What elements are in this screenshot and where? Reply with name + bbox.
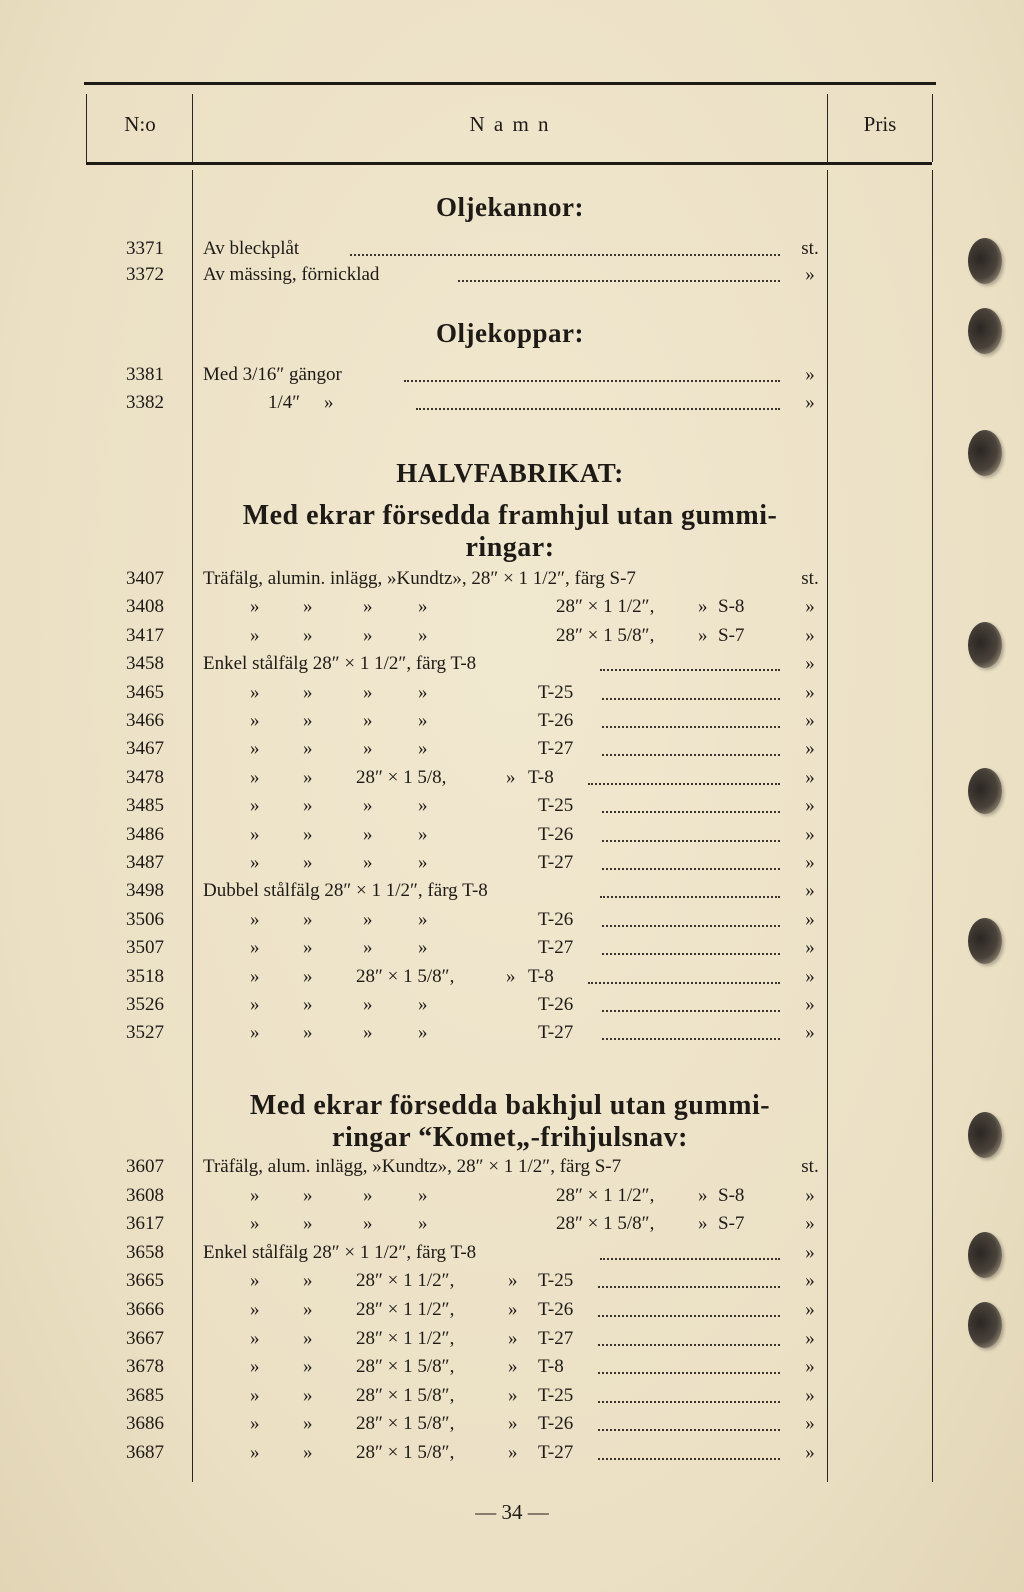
- ditto-mark: »: [508, 1384, 518, 1406]
- table-row: [0, 362, 1024, 388]
- item-number: 3486: [126, 823, 164, 845]
- table-header-rule: [86, 162, 932, 165]
- item-size: 28″ × 1 5/8″,: [356, 965, 455, 987]
- ditto-mark: »: [303, 1384, 313, 1406]
- binder-hole: [968, 308, 1002, 354]
- item-number: 3407: [126, 568, 164, 589]
- section-title-oljekoppar: Oljekoppar:: [435, 318, 584, 348]
- item-price: »: [805, 1384, 815, 1406]
- ditto-mark: »: [363, 624, 373, 646]
- table-row: [0, 793, 1024, 819]
- item-number: 3658: [126, 1241, 164, 1263]
- table-row: [0, 1297, 1024, 1323]
- table-row: [0, 262, 1024, 288]
- table-row: [0, 1211, 1024, 1237]
- leader-dots: [416, 408, 780, 410]
- item-size: 28″ × 1 1/2″,: [556, 1184, 655, 1206]
- table-row: [0, 1411, 1024, 1437]
- ditto-mark: »: [303, 937, 313, 959]
- item-price: »: [805, 1356, 815, 1378]
- table-row: [0, 964, 1024, 990]
- table-row: [0, 566, 1024, 592]
- leader-dots: [602, 754, 780, 756]
- item-number: 3617: [126, 1213, 164, 1235]
- item-number: 3371: [126, 238, 164, 259]
- table-row: [0, 878, 1024, 904]
- leader-dots: [598, 1429, 780, 1431]
- ditto-mark: »: [698, 1184, 708, 1206]
- section-title-framhjul-line1: Med ekrar försedda framhjul utan gummi-: [242, 500, 778, 531]
- ditto-mark: »: [250, 1022, 260, 1044]
- item-description: Av mässing, förnicklad: [203, 264, 380, 285]
- item-size: 28″ × 1 5/8,: [356, 766, 447, 788]
- item-code: T-26: [538, 710, 574, 731]
- item-code: T-25: [538, 1270, 574, 1292]
- leader-dots: [602, 1038, 780, 1040]
- item-code: T-27: [538, 1327, 574, 1349]
- ditto-mark: »: [250, 908, 260, 930]
- leader-dots: [598, 1372, 780, 1374]
- item-size: 28″ × 1 1/2″,: [356, 1299, 455, 1320]
- table-row: [0, 907, 1024, 933]
- table-row: [0, 651, 1024, 677]
- ditto-mark: »: [303, 1413, 313, 1435]
- ditto-mark: »: [698, 596, 708, 618]
- ditto-mark: »: [250, 681, 260, 703]
- item-code: T-26: [538, 994, 574, 1015]
- item-code: T-27: [538, 738, 574, 760]
- ditto-mark: »: [250, 596, 260, 618]
- section-title-framhjul-line2: ringar:: [465, 532, 555, 563]
- ditto-mark: »: [303, 1327, 313, 1349]
- table-row: [0, 1154, 1024, 1180]
- table-row: [0, 850, 1024, 876]
- item-price: st.: [801, 1156, 819, 1177]
- leader-dots: [600, 669, 780, 671]
- ditto-mark: »: [363, 710, 373, 731]
- section-title-halvfabrikat: HALVFABRIKAT:: [396, 458, 624, 488]
- ditto-mark: »: [303, 795, 313, 817]
- item-number: 3417: [126, 624, 164, 646]
- ditto-mark: »: [363, 908, 373, 930]
- item-price: »: [805, 596, 815, 618]
- item-code: S-7: [718, 1213, 745, 1235]
- leader-dots: [350, 254, 780, 256]
- item-code: T-25: [538, 681, 574, 703]
- leader-dots: [598, 1458, 780, 1460]
- ditto-mark: »: [508, 1442, 518, 1463]
- item-number: 3465: [126, 681, 164, 703]
- item-price: st.: [801, 238, 819, 259]
- item-price: »: [805, 823, 815, 845]
- ditto-mark: »: [303, 1356, 313, 1378]
- ditto-mark: »: [250, 1442, 260, 1463]
- item-description: Enkel stålfälg 28″ × 1 1/2″, färg T-8: [203, 653, 477, 675]
- item-price: »: [805, 880, 815, 902]
- ditto-mark: »: [418, 908, 428, 930]
- item-price: »: [805, 653, 815, 675]
- ditto-mark: »: [418, 1213, 428, 1235]
- item-code: S-8: [718, 596, 745, 618]
- item-number: 3678: [126, 1356, 164, 1378]
- item-price: »: [805, 1413, 815, 1435]
- item-number: 3667: [126, 1327, 164, 1349]
- item-number: 3372: [126, 264, 164, 285]
- item-price: »: [805, 1184, 815, 1206]
- ditto-mark: »: [303, 1270, 313, 1292]
- item-price: st.: [801, 568, 819, 589]
- item-number: 3686: [126, 1413, 164, 1435]
- ditto-mark: »: [250, 1327, 260, 1349]
- item-size: 28″ × 1 1/2″,: [356, 1270, 455, 1292]
- ditto-mark: »: [363, 1184, 373, 1206]
- column-header-name: N a m n: [469, 112, 551, 136]
- ditto-mark: »: [303, 681, 313, 703]
- ditto-mark: »: [303, 624, 313, 646]
- item-description: Med 3/16″ gängor: [203, 364, 342, 385]
- item-price: »: [805, 852, 815, 873]
- item-number: 3608: [126, 1184, 164, 1206]
- ditto-mark: »: [250, 823, 260, 845]
- ditto-mark: »: [303, 738, 313, 760]
- item-price: »: [805, 908, 815, 930]
- ditto-mark: »: [250, 1384, 260, 1406]
- item-size: 28″ × 1 5/8″,: [556, 1213, 655, 1235]
- page-number: — 34 —: [475, 1500, 549, 1524]
- item-price: »: [805, 1022, 815, 1044]
- item-code: T-27: [538, 852, 574, 873]
- table-row: [0, 822, 1024, 848]
- leader-dots: [598, 1401, 780, 1403]
- item-description: Dubbel stålfälg 28″ × 1 1/2″, färg T-8: [203, 880, 488, 902]
- item-description: Enkel stålfälg 28″ × 1 1/2″, färg T-8: [203, 1241, 477, 1263]
- ditto-mark: »: [418, 795, 428, 817]
- item-number: 3466: [126, 710, 164, 731]
- item-size: 28″ × 1 5/8″,: [356, 1442, 455, 1463]
- item-number: 3498: [126, 880, 164, 902]
- table-row: [0, 1020, 1024, 1046]
- leader-dots: [598, 1344, 780, 1346]
- item-size: 28″ × 1 5/8″,: [556, 624, 655, 646]
- ditto-mark: »: [250, 738, 260, 760]
- ditto-mark: »: [508, 1270, 518, 1292]
- item-price: »: [805, 1241, 815, 1263]
- item-price: »: [805, 1299, 815, 1320]
- item-code: S-8: [718, 1184, 745, 1206]
- ditto-mark: »: [418, 738, 428, 760]
- item-number: 3507: [126, 937, 164, 959]
- leader-dots: [602, 811, 780, 813]
- table-row: [0, 1240, 1024, 1266]
- leader-dots: [404, 380, 780, 382]
- ditto-mark: »: [303, 823, 313, 845]
- item-description: Av bleckplåt: [203, 238, 300, 259]
- table-row: [0, 1383, 1024, 1409]
- ditto-mark: »: [363, 823, 373, 845]
- ditto-mark: »: [418, 596, 428, 618]
- ditto-mark: »: [418, 710, 428, 731]
- item-number: 3487: [126, 852, 164, 873]
- table-row: [0, 390, 1024, 416]
- ditto-mark: »: [303, 994, 313, 1015]
- ditto-mark: »: [303, 1213, 313, 1235]
- item-size: 28″ × 1 1/2″,: [356, 1327, 455, 1349]
- ditto-mark: »: [508, 1413, 518, 1435]
- table-row: [0, 680, 1024, 706]
- section-title-bakhjul-line1: Med ekrar försedda bakhjul utan gummi-: [249, 1090, 771, 1121]
- table-row: [0, 992, 1024, 1018]
- leader-dots: [598, 1315, 780, 1317]
- ditto-mark: »: [363, 681, 373, 703]
- item-code: T-8: [538, 1356, 564, 1378]
- item-size: 28″ × 1 5/8″,: [356, 1384, 455, 1406]
- item-price: »: [805, 624, 815, 646]
- item-number: 3518: [126, 965, 164, 987]
- ditto-mark: »: [363, 937, 373, 959]
- ditto-mark: »: [418, 1022, 428, 1044]
- table-row: [0, 736, 1024, 762]
- ditto-mark: »: [303, 766, 313, 788]
- item-price: »: [805, 766, 815, 788]
- leader-dots: [602, 840, 780, 842]
- ditto-mark: »: [303, 1299, 313, 1320]
- item-number: 3665: [126, 1270, 164, 1292]
- item-price: »: [805, 937, 815, 959]
- leader-dots: [588, 982, 780, 984]
- item-size: 1/4″: [268, 392, 301, 413]
- item-number: 3666: [126, 1299, 164, 1320]
- item-price: »: [805, 1270, 815, 1292]
- item-code: T-26: [538, 908, 574, 930]
- table-row: [0, 1268, 1024, 1294]
- item-number: 3458: [126, 653, 164, 675]
- ditto-mark: »: [418, 681, 428, 703]
- ditto-mark: »: [698, 1213, 708, 1235]
- ditto-mark: »: [324, 392, 334, 413]
- ditto-mark: »: [363, 795, 373, 817]
- leader-dots: [602, 726, 780, 728]
- ditto-mark: »: [363, 596, 373, 618]
- item-description: Träfälg, alum. inlägg, »Kundtz», 28″ × 1 1/2″, färg S-7: [203, 1156, 622, 1177]
- item-number: 3485: [126, 795, 164, 817]
- item-price: »: [805, 710, 815, 731]
- item-number: 3478: [126, 766, 164, 788]
- table-row: [0, 1183, 1024, 1209]
- ditto-mark: »: [250, 624, 260, 646]
- item-code: S-7: [718, 624, 745, 646]
- ditto-mark: »: [303, 1184, 313, 1206]
- ditto-mark: »: [418, 994, 428, 1015]
- item-price: »: [805, 738, 815, 760]
- item-price: »: [805, 1442, 815, 1463]
- item-number: 3527: [126, 1022, 164, 1044]
- ditto-mark: »: [250, 1299, 260, 1320]
- ditto-mark: »: [303, 710, 313, 731]
- table-row: [0, 1440, 1024, 1466]
- item-code: T-27: [538, 1022, 574, 1044]
- item-number: 3506: [126, 908, 164, 930]
- leader-dots: [458, 280, 780, 282]
- item-number: 3526: [126, 994, 164, 1015]
- item-price: »: [805, 364, 815, 385]
- header-divider-left-edge: [86, 94, 87, 162]
- ditto-mark: »: [363, 994, 373, 1015]
- ditto-mark: »: [303, 1442, 313, 1463]
- item-code: T-25: [538, 1384, 574, 1406]
- ditto-mark: »: [698, 624, 708, 646]
- item-price: »: [805, 965, 815, 987]
- leader-dots: [602, 868, 780, 870]
- item-number: 3607: [126, 1156, 164, 1177]
- table-row: [0, 935, 1024, 961]
- table-row: [0, 1354, 1024, 1380]
- ditto-mark: »: [250, 852, 260, 873]
- ditto-mark: »: [506, 965, 516, 987]
- ditto-mark: »: [508, 1299, 518, 1320]
- binder-hole: [968, 430, 1002, 476]
- ditto-mark: »: [303, 908, 313, 930]
- item-number: 3467: [126, 738, 164, 760]
- ditto-mark: »: [363, 1022, 373, 1044]
- ditto-mark: »: [250, 1270, 260, 1292]
- ditto-mark: »: [250, 1356, 260, 1378]
- item-code: T-27: [538, 937, 574, 959]
- item-number: 3381: [126, 364, 164, 385]
- ditto-mark: »: [250, 766, 260, 788]
- leader-dots: [602, 1010, 780, 1012]
- ditto-mark: »: [303, 852, 313, 873]
- ditto-mark: »: [418, 937, 428, 959]
- ditto-mark: »: [250, 795, 260, 817]
- item-price: »: [805, 681, 815, 703]
- ditto-mark: »: [303, 596, 313, 618]
- ditto-mark: »: [418, 852, 428, 873]
- ditto-mark: »: [250, 994, 260, 1015]
- leader-dots: [588, 783, 780, 785]
- binder-hole: [968, 1112, 1002, 1158]
- ditto-mark: »: [506, 766, 516, 788]
- table-row: [0, 623, 1024, 649]
- table-row: [0, 236, 1024, 262]
- item-price: »: [805, 1213, 815, 1235]
- ditto-mark: »: [508, 1356, 518, 1378]
- table-row: [0, 708, 1024, 734]
- ditto-mark: »: [250, 937, 260, 959]
- ditto-mark: »: [363, 1213, 373, 1235]
- ditto-mark: »: [303, 1022, 313, 1044]
- leader-dots: [598, 1286, 780, 1288]
- ditto-mark: »: [250, 710, 260, 731]
- ditto-mark: »: [418, 624, 428, 646]
- item-code: T-25: [538, 795, 574, 817]
- item-number: 3382: [126, 392, 164, 413]
- ditto-mark: »: [250, 965, 260, 987]
- table-row: [0, 765, 1024, 791]
- item-code: T-26: [538, 1413, 574, 1435]
- section-title-oljekannor: Oljekannor:: [435, 192, 584, 222]
- item-number: 3408: [126, 596, 164, 618]
- column-header-price: Pris: [863, 112, 897, 136]
- ditto-mark: »: [363, 738, 373, 760]
- item-size: 28″ × 1 5/8″,: [356, 1413, 455, 1435]
- ditto-mark: »: [303, 965, 313, 987]
- item-price: »: [805, 994, 815, 1015]
- item-size: 28″ × 1 5/8″,: [356, 1356, 455, 1378]
- leader-dots: [602, 953, 780, 955]
- ditto-mark: »: [418, 823, 428, 845]
- item-price: »: [805, 392, 815, 413]
- leader-dots: [600, 896, 780, 898]
- item-number: 3685: [126, 1384, 164, 1406]
- item-size: 28″ × 1 1/2″,: [556, 596, 655, 618]
- item-price: »: [805, 264, 815, 285]
- table-row: [0, 594, 1024, 620]
- item-number: 3687: [126, 1442, 164, 1463]
- item-description: Träfälg, alumin. inlägg, »Kundtz», 28″ × 1 1/2″, färg S-7: [203, 568, 636, 589]
- item-code: T-26: [538, 1299, 574, 1320]
- header-divider-right-edge: [932, 94, 933, 162]
- section-title-bakhjul-line2: ringar “Komet„-frihjulsnav:: [332, 1122, 688, 1153]
- ditto-mark: »: [250, 1184, 260, 1206]
- item-code: T-8: [528, 766, 554, 788]
- leader-dots: [600, 1258, 780, 1260]
- item-code: T-8: [528, 965, 554, 987]
- ditto-mark: »: [363, 852, 373, 873]
- ditto-mark: »: [250, 1213, 260, 1235]
- item-code: T-27: [538, 1442, 574, 1463]
- item-price: »: [805, 795, 815, 817]
- item-price: »: [805, 1327, 815, 1349]
- table-top-rule: [84, 82, 936, 85]
- ditto-mark: »: [508, 1327, 518, 1349]
- leader-dots: [602, 925, 780, 927]
- ditto-mark: »: [250, 1413, 260, 1435]
- leader-dots: [602, 698, 780, 700]
- table-row: [0, 1326, 1024, 1352]
- item-code: T-26: [538, 823, 574, 845]
- ditto-mark: »: [418, 1184, 428, 1206]
- column-header-no: N:o: [124, 112, 156, 136]
